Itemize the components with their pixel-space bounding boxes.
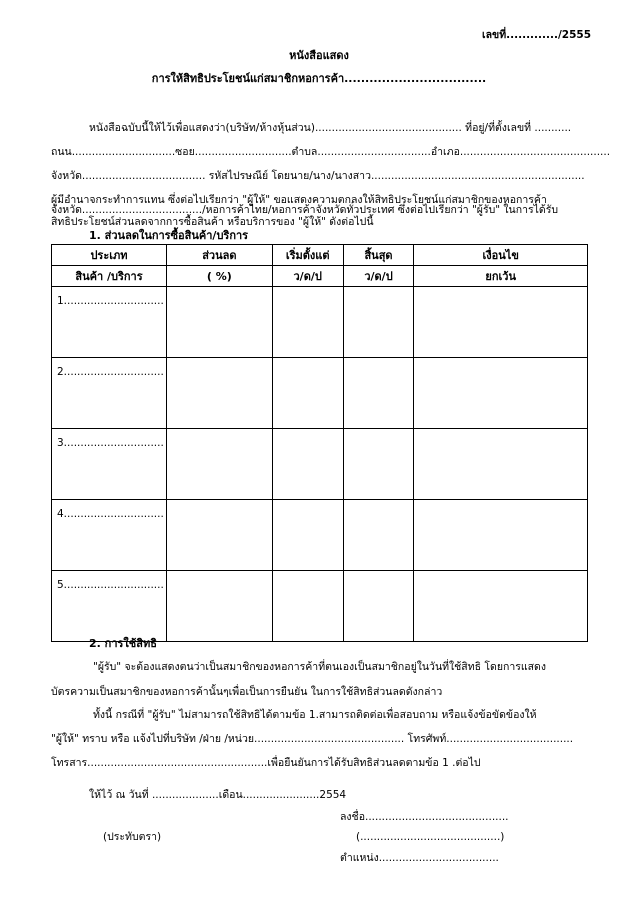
row-item-3[interactable]: 3.............................. <box>52 429 167 500</box>
section-2-title: 2. การใช้สิทธิ <box>89 637 157 650</box>
row-4-end[interactable] <box>343 500 414 571</box>
signer-name: (..........................................) <box>356 831 505 843</box>
row-1-discount[interactable] <box>166 287 272 358</box>
table-row <box>52 287 588 358</box>
document-number: เลขที่............./2555 <box>482 29 592 41</box>
header-condition: เงื่อนไข <box>414 245 588 266</box>
usage-line-4: "ผู้ให้" ทราบ หรือ แจ้งไปที่บริษัท /ฝ่าย /หน่วย............................................. โทรศัพท์...................................... <box>51 733 574 745</box>
row-2-start[interactable] <box>272 358 343 429</box>
table-header-row-1 <box>52 245 588 266</box>
document-title: หนังสือแสดง <box>289 49 349 62</box>
row-1-condition[interactable] <box>414 287 588 358</box>
row-3-start[interactable] <box>272 429 343 500</box>
table-header-row-2 <box>52 266 588 287</box>
table-row <box>52 571 588 642</box>
header-start: เริ่มตั้งแต่ <box>272 245 343 266</box>
row-1-start[interactable] <box>272 287 343 358</box>
row-4-condition[interactable] <box>414 500 588 571</box>
header-start-date: ว/ด/ป <box>272 266 343 287</box>
stamp-label: (ประทับตรา) <box>103 831 162 843</box>
row-5-end[interactable] <box>343 571 414 642</box>
header-exception: ยกเว้น <box>414 266 588 287</box>
header-type: ประเภท <box>52 245 167 266</box>
row-4-start[interactable] <box>272 500 343 571</box>
intro-line-1: หนังสือฉบับนี้ให้ไว้เพื่อแสดงว่า(บริษัท/ห้างหุ้นส่วน)............................................ ที่อยู่/ที่ตั้งเลขที่ ........... <box>89 122 572 134</box>
header-end: สิ้นสุด <box>343 245 414 266</box>
header-product-service: สินค้า /บริการ <box>52 266 167 287</box>
row-5-discount[interactable] <box>166 571 272 642</box>
row-4-discount[interactable] <box>166 500 272 571</box>
row-item-4[interactable]: 4.............................. <box>52 500 167 571</box>
usage-line-1: "ผู้รับ" จะต้องแสดงตนว่าเป็นสมาชิกของหอการค้าที่ตนเองเป็นสมาชิกอยู่ในวันที่ใช้สิทธิ โดยการแสดง <box>93 661 546 673</box>
header-discount: ส่วนลด <box>166 245 272 266</box>
usage-line-3: ทั้งนี้ กรณีที่ "ผู้รับ" ไม่สามารถใช้สิทธิได้ตามข้อ 1.สามารถติดต่อเพื่อสอบถาม หรือแจ้งข้อขัดข้องให้ <box>93 709 537 721</box>
header-percent: ( %) <box>166 266 272 287</box>
discount-table <box>51 244 588 642</box>
intro-line-3: จังหวัด..................................... รหัสไปรษณีย์ โดยนาย/นาง/นางสาว................................................................ <box>51 170 585 182</box>
table-row <box>52 429 588 500</box>
section-1-title: 1. ส่วนลดในการซื้อสินค้า/บริการ <box>89 229 249 242</box>
signature-line: ลงชื่อ........................................... <box>340 811 509 823</box>
row-item-5[interactable]: 5.............................. <box>52 571 167 642</box>
row-5-start[interactable] <box>272 571 343 642</box>
given-date: ให้ไว้ ณ วันที่ ....................เดือน.......................2554 <box>89 789 347 801</box>
usage-line-5: โทรสาร......................................................เพื่อยืนยันการได้รับสิทธิส่วนลดตามข้อ 1 .ต่อไป <box>51 757 481 769</box>
intro-line-4: ผู้มีอำนาจกระทำการแทน ซึ่งต่อไปเรียกว่า "ผู้ให้" ขอแสดงความตกลงให้สิทธิประโยชน์แก่สมาชิกของหอการค้า <box>51 194 547 206</box>
row-2-discount[interactable] <box>166 358 272 429</box>
row-1-end[interactable] <box>343 287 414 358</box>
header-end-date: ว/ด/ป <box>343 266 414 287</box>
usage-line-2: บัตรความเป็นสมาชิกของหอการค้านั้นๆเพื่อเป็นการยืนยัน ในการใช้สิทธิส่วนลดดังกล่าว <box>51 686 443 698</box>
row-2-end[interactable] <box>343 358 414 429</box>
row-3-discount[interactable] <box>166 429 272 500</box>
table-row <box>52 500 588 571</box>
row-item-1[interactable]: 1.............................. <box>52 287 167 358</box>
table-row <box>52 358 588 429</box>
row-3-condition[interactable] <box>414 429 588 500</box>
row-5-condition[interactable] <box>414 571 588 642</box>
row-3-end[interactable] <box>343 429 414 500</box>
row-item-2[interactable]: 2.............................. <box>52 358 167 429</box>
intro-line-2: ถนน...............................ซอย.............................ตำบล..................................อำเภอ............................................. <box>51 146 611 158</box>
intro-line-5-visible: จังหวัด..................................../หอการค้าไทย/หอการค้าจังหวัดทั่วประเทศ ซึ่งต่อไปเรียกว่า "ผู้รับ" ในการได้รับ <box>51 204 559 216</box>
row-2-condition[interactable] <box>414 358 588 429</box>
document-subtitle: การให้สิทธิประโยชน์แก่สมาชิกหอการค้า.................................. <box>151 72 487 85</box>
signer-position: ตำแหน่ง.................................... <box>340 852 499 864</box>
intro-line-6: สิทธิประโยชน์ส่วนลดจากการซื้อสินค้า หรือบริการของ "ผู้ให้" ดังต่อไปนี้ <box>51 216 374 228</box>
